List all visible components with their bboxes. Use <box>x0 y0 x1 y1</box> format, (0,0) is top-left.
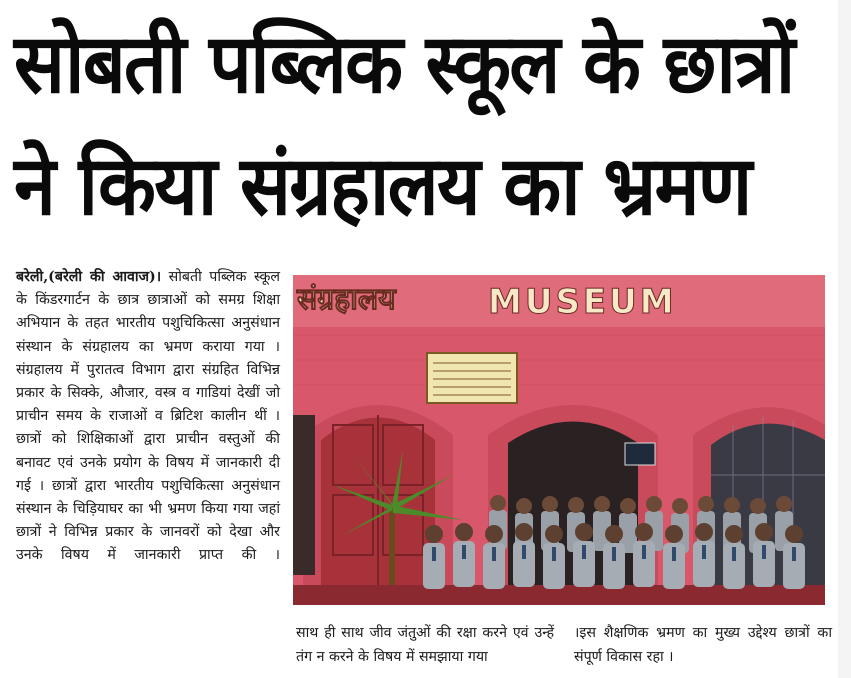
article-right-text: ।इस शैक्षणिक भ्रमण का मुख्य उद्देश्य छात्रों का संपूर्ण विकास रहा । <box>574 625 832 665</box>
headline <box>14 4 794 248</box>
article-middle-text: साथ ही साथ जीव जंतुओं की रक्षा करने एवं उन्हें तंग न करने के विषय में समझाया गया <box>296 625 554 665</box>
headline-line-1: सोबती पब्लिक स्कूल के छात्रों <box>14 17 794 112</box>
article-left-column <box>16 266 280 568</box>
headline-line-2: ने किया संग्रहालय का भ्रमण <box>14 139 751 234</box>
article-body-left <box>16 266 280 568</box>
article-middle-column <box>296 622 554 669</box>
dateline: बरेली,(बरेली की आवाज)। <box>16 269 162 285</box>
news-photo <box>293 275 825 605</box>
sign-english: MUSEUM <box>488 282 677 322</box>
museum-photo-illustration <box>293 275 825 605</box>
article-right-column <box>574 622 832 669</box>
sign-hindi: संग्रहालय <box>297 282 396 317</box>
article-left-text: सोबती पब्लिक स्कूल के किंडरगार्टन के छात्र छात्राओं को समग्र शिक्षा अभियान के तहत भारतीय पशुचिकित्सा अनुसंधान संस्थान के संग्रहालय का भ्रमण कराया गया । संग्रहालय में पुरातत्व विभाग द्वारा संग्रहित विभिन्न प्रकार के सिक्के, औजार, वस्त्र व गाडियां देखीं जो प्राचीन समय के राजाओं व ब्रिटिश कालीन थीं । छात्रों को शिक्षिकाओं द्वारा प्राचीन वस्तुओं की बनावट एवं उनके प्रयोग के विषय में जानकारी दी गई । छात्रों द्वारा भारतीय पशुचिकित्सा अनुसंधान संस्थान के चिड़ियाघर का भी भ्रमण किया गया जहां छात्रों ने विभिन्न प्रकार के जानवरों को देखा और उनके विषय में जानकारी प्राप्त की । <box>16 269 280 564</box>
adjacent-column-edge <box>838 0 851 678</box>
